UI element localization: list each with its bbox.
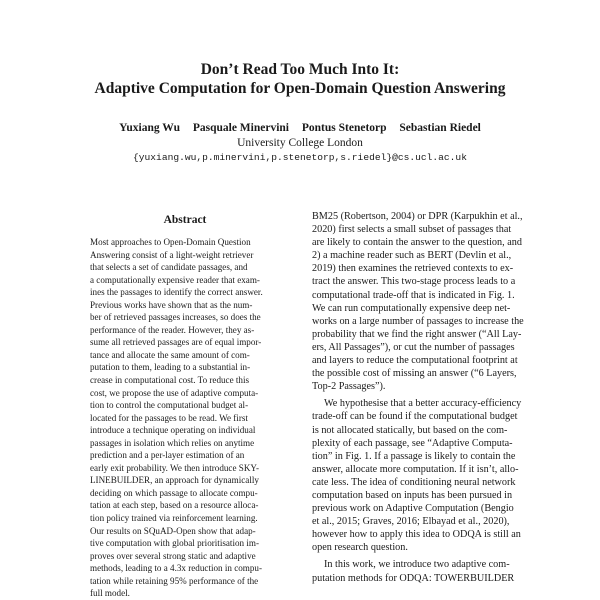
abstract-line: proves over several strong static and adaptive [90, 550, 256, 561]
abstract-line: Most approaches to Open-Domain Question [90, 237, 251, 247]
abstract-line: ber of retrieved passages increases, so does the [90, 312, 261, 323]
abstract-line: tion to control the computational budget al- [90, 400, 249, 411]
body-line: answer, allocate more computation. If it isn’t, allo- [312, 463, 519, 475]
abstract-line: Our results on SQuAD-Open show that adap- [90, 525, 256, 536]
abstract-line: early exit probability. We then introduce SKY- [90, 462, 259, 473]
abstract-line: Previous works have shown that as the num- [90, 299, 253, 310]
body-line: ers, All Passages”), or cut the number of passages [312, 341, 515, 353]
paper-title-line1: Don’t Read Too Much Into It: [200, 61, 400, 78]
body-line: cate less. The idea of conditioning neural network [312, 476, 516, 488]
body-line: is not allocated statically, but based on the com- [312, 424, 508, 436]
paper-title-line2: Adaptive Computation for Open-Domain Question Answering [94, 80, 506, 97]
abstract-line: prediction and a per-layer estimation of an [90, 450, 245, 461]
body-line: tion” in Fig. 1. If a passage is likely to contain the [312, 450, 516, 462]
abstract-line: cost, we propose the use of adaptive computa- [90, 387, 259, 398]
abstract-line: full model. [90, 588, 130, 599]
author-list [0, 121, 600, 135]
abstract-heading: Abstract [163, 214, 207, 226]
body-line: and layers to reduce the computational footprint at [312, 355, 518, 367]
body-line: open research question. [312, 542, 408, 554]
body-line: previous work on Adaptive Computation (Bengio [312, 503, 514, 515]
abstract-line: LINEBUILDER, an approach for dynamically [90, 475, 259, 486]
author-name: Sebastian Riedel [399, 122, 481, 134]
abstract-line: tance and allocate the same amount of com- [90, 349, 250, 360]
body-line: probability that we find the right answer (“All Lay- [312, 328, 522, 340]
body-line: computation based on inputs has been pursued in [312, 489, 513, 501]
body-line: the possible cost of missing an answer (“6 Layers, [312, 368, 517, 380]
body-line: et al., 2015; Graves, 2016; Elbayad et al., 2020), [312, 516, 510, 528]
abstract-line: passages in isolation which relies on anytime [90, 437, 255, 448]
abstract-line: putation to them, leading to a substantial in- [90, 362, 251, 373]
abstract-line: a computationally expensive reader that exam- [90, 274, 260, 285]
body-line: works on a large number of passages to increase the [312, 315, 524, 327]
abstract-line: sume all retrieved passages are of equal impor- [90, 337, 262, 348]
body-line: trade-off can be found if the computational budget [312, 411, 518, 423]
abstract-line: tion policy trained via reinforcement learning. [90, 513, 258, 524]
abstract-line: performance of the reader. However, they as- [90, 324, 255, 335]
abstract-line: Answering consist of a light-weight retriever [90, 249, 254, 260]
abstract-line: deciding on which passage to allocate compu- [90, 487, 258, 498]
body-line: are likely to contain the answer to the question, and [312, 237, 522, 249]
author-name: Yuxiang Wu [119, 122, 180, 134]
abstract-line: tation at each step, based on a resource alloca- [90, 500, 259, 511]
body-line: We hypothesise that a better accuracy-efficiency [324, 398, 522, 410]
affiliation: University College London [237, 137, 363, 149]
abstract-line: crease in computational cost. To reduce this [90, 375, 250, 386]
body-line: We can run computationally expensive deep net- [312, 302, 511, 314]
body-line: In this work, we introduce two adaptive com- [324, 559, 510, 571]
body-text-column [312, 210, 534, 585]
body-line: 2) a machine reader such as BERT (Devlin et al., [312, 250, 512, 262]
abstract-line: that selects a set of candidate passages, and [90, 262, 248, 273]
abstract-line: tation while retaining 95% performance of the [90, 575, 259, 586]
abstract-line: ines the passages to identify the correct answer. [90, 287, 263, 298]
abstract-text [90, 236, 286, 600]
body-line: Top-2 Passages”). [312, 381, 386, 393]
abstract-line: tive computation with global prioritisation im- [90, 538, 259, 549]
body-line: 2020) first selects a small subset of passages that [312, 224, 512, 236]
author-name: Pasquale Minervini [192, 122, 289, 134]
body-line: however how to apply this idea to ODQA is still an [312, 529, 521, 541]
abstract-line: located for the passages to be read. We first [90, 412, 248, 423]
body-line: 2019) then examines the retrieved contexts to ex- [312, 263, 514, 275]
abstract-line: methods, leading to a 4.3x reduction in compu- [90, 563, 262, 574]
abstract-line: introduce a technique operating on individual [90, 425, 256, 436]
body-line: tract the answer. This two-stage process leads to a [312, 276, 516, 288]
body-line: computational trade-off that is indicated in Fig. 1. [312, 289, 515, 301]
body-line: plexity of each passage, see “Adaptive Computa- [312, 437, 513, 449]
body-line: BM25 (Robertson, 2004) or DPR (Karpukhin et al., [312, 211, 523, 222]
author-emails: {yuxiang.wu,p.minervini,p.stenetorp,s.riedel}@cs.ucl.ac.uk [133, 152, 467, 163]
author-name: Pontus Stenetorp [301, 122, 387, 134]
body-line: putation methods for ODQA: TOWERBUILDER [312, 572, 515, 584]
